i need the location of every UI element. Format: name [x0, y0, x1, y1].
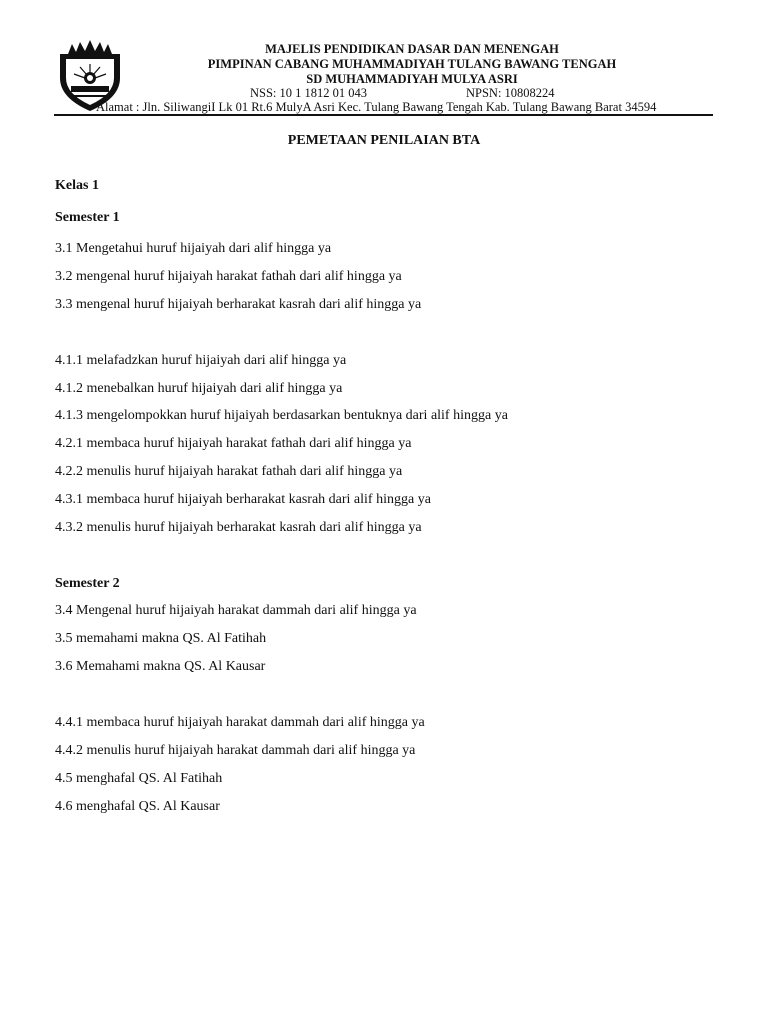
list-item: 4.2.2 menulis huruf hijaiyah harakat fathah dari alif hingga ya — [55, 464, 403, 479]
semester-1-heading: Semester 1 — [55, 210, 120, 225]
list-item: 3.3 mengenal huruf hijaiyah berharakat kasrah dari alif hingga ya — [55, 297, 422, 312]
list-item: 4.1.1 melafadzkan huruf hijaiyah dari alif hingga ya — [55, 353, 347, 368]
list-item: 3.2 mengenal huruf hijaiyah harakat fathah dari alif hingga ya — [55, 269, 402, 284]
list-item: 4.6 menghafal QS. Al Kausar — [55, 799, 220, 814]
list-item: 4.1.3 mengelompokkan huruf hijaiyah berdasarkan bentuknya dari alif hingga ya — [55, 408, 508, 423]
list-item: 3.6 Memahami makna QS. Al Kausar — [55, 659, 266, 674]
nss-number: NSS: 10 1 1812 01 043 — [250, 86, 368, 100]
semester-2-heading: Semester 2 — [55, 576, 120, 591]
list-item: 3.1 Mengetahui huruf hijaiyah dari alif hingga ya — [55, 241, 332, 256]
header-divider — [54, 114, 713, 116]
header-line-1: MAJELIS PENDIDIKAN DASAR DAN MENENGAH — [265, 42, 559, 56]
header-line-3: SD MUHAMMADIYAH MULYA ASRI — [306, 72, 518, 86]
list-item: 4.2.1 membaca huruf hijaiyah harakat fathah dari alif hingga ya — [55, 436, 412, 451]
class-heading: Kelas 1 — [55, 178, 99, 193]
header-line-2: PIMPINAN CABANG MUHAMMADIYAH TULANG BAWANG TENGAH — [207, 57, 617, 71]
list-item: 3.5 memahami makna QS. Al Fatihah — [55, 631, 267, 646]
npsn-number: NPSN: 10808224 — [466, 86, 555, 100]
list-item: 4.3.1 membaca huruf hijaiyah berharakat kasrah dari alif hingga ya — [55, 492, 431, 507]
list-item: 4.3.2 menulis huruf hijaiyah berharakat kasrah dari alif hingga ya — [55, 520, 422, 535]
school-address: Alamat : Jln. SiliwangiI Lk 01 Rt.6 MulyA Asri Kec. Tulang Bawang Tengah Kab. Tulang Bawang Barat 34594 — [96, 100, 657, 114]
list-item: 4.4.2 menulis huruf hijaiyah harakat dammah dari alif hingga ya — [55, 743, 416, 758]
list-item: 3.4 Mengenal huruf hijaiyah harakat dammah dari alif hingga ya — [55, 603, 417, 618]
list-item: 4.1.2 menebalkan huruf hijaiyah dari alif hingga ya — [55, 381, 343, 396]
list-item: 4.5 menghafal QS. Al Fatihah — [55, 771, 223, 786]
document-title: PEMETAAN PENILAIAN BTA — [287, 133, 481, 148]
list-item: 4.4.1 membaca huruf hijaiyah harakat dammah dari alif hingga ya — [55, 715, 425, 730]
